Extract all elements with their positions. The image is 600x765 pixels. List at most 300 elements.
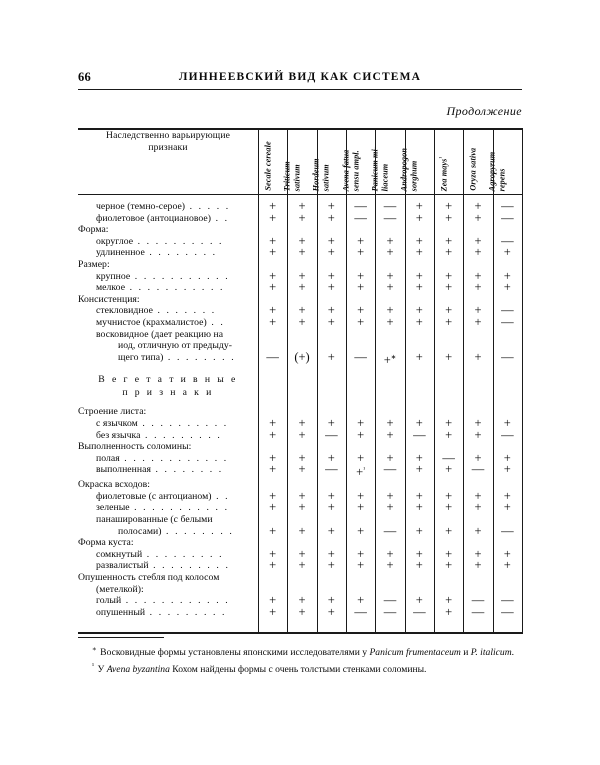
table-cell: +	[415, 593, 423, 608]
table-cell: +	[269, 604, 277, 619]
table-cell: +	[298, 233, 306, 248]
table-cell	[258, 329, 287, 341]
table-cell: +	[386, 488, 394, 503]
table-cell: —	[325, 462, 338, 477]
leader-dots: . . . . . . . . .	[142, 548, 224, 560]
table-cell	[317, 329, 346, 341]
column-divider	[522, 128, 523, 634]
leader-dots: . . . . . . . . .	[148, 560, 231, 572]
table-cell: +	[503, 462, 511, 477]
table-cell: +	[445, 349, 453, 364]
section-heading-row	[78, 373, 522, 386]
table-cell: —	[383, 462, 397, 477]
table-cell: +	[327, 349, 335, 364]
table-cell: +	[474, 488, 482, 503]
table-cell	[346, 329, 375, 341]
table-cell: +	[269, 233, 277, 248]
col-line2: sensu ampl.	[350, 149, 360, 191]
table-cell: +	[503, 450, 511, 465]
table-cell: +	[415, 488, 423, 503]
table-cell: +	[415, 280, 423, 295]
row-group-label	[78, 224, 258, 236]
table-cell: +	[327, 233, 335, 248]
table-spacer-row	[78, 366, 522, 373]
table-cell: +	[415, 268, 423, 283]
table-cell: +	[503, 416, 511, 431]
column-header-7	[434, 130, 463, 194]
row-label-text: с язычком	[96, 418, 138, 430]
table-cell: +	[474, 314, 482, 329]
footnote-taxon: Avena byzantina	[106, 663, 170, 675]
spacer-cell	[78, 618, 522, 625]
row-label	[78, 247, 258, 259]
row-label	[78, 514, 258, 526]
row-label	[78, 340, 258, 352]
col-line1: Hordeum	[311, 158, 321, 191]
table-cell: —	[413, 427, 426, 442]
footnote-marker: ∗	[390, 353, 397, 361]
table-cell: +	[474, 416, 482, 431]
footnotes-block	[78, 643, 522, 677]
table-cell: +	[415, 349, 423, 364]
spacer-cell	[78, 625, 522, 632]
table-row	[78, 352, 522, 367]
leader-dots: . . . . . . . . . . . .	[119, 452, 229, 464]
table-cell: +	[415, 245, 423, 260]
row-group-label	[78, 406, 258, 418]
table-cell: +	[327, 280, 335, 295]
table-cell: —	[325, 427, 338, 442]
table-cell: +	[415, 314, 423, 329]
table-cell: —	[501, 593, 514, 608]
table-cell: +	[269, 280, 277, 295]
table-spacer-row	[78, 618, 522, 625]
table-cell: +	[445, 427, 453, 442]
table-cell	[493, 329, 522, 341]
table-cell: +	[327, 604, 335, 619]
row-label-text: Консистенция:	[78, 293, 140, 305]
table-cell: +	[269, 427, 277, 442]
table-cell: +	[357, 303, 365, 318]
column-divider	[405, 128, 406, 634]
row-label	[78, 560, 258, 572]
table-cell: +	[298, 450, 306, 465]
table-cell: —	[383, 199, 397, 213]
row-label-text: Строение листа:	[78, 406, 147, 418]
table-cell: +	[474, 233, 482, 248]
table-cell: +	[415, 233, 423, 248]
table-cell: +	[445, 233, 453, 248]
table-cell: +	[327, 450, 335, 465]
table-cell: +	[269, 210, 277, 225]
empty-cell	[317, 386, 346, 399]
table-row	[78, 247, 522, 259]
table-cell: +	[386, 268, 394, 283]
row-label	[78, 464, 258, 479]
row-label-text: Размер:	[78, 258, 110, 270]
empty-cell	[346, 386, 375, 399]
row-label-text: мучнистое (крахмалистое)	[96, 316, 207, 328]
row-label	[78, 572, 258, 584]
table-cell: —	[266, 349, 279, 364]
table-cell: —	[501, 199, 514, 213]
table-cell: +	[269, 593, 277, 608]
table-cell	[463, 329, 492, 341]
table-cell: +	[269, 450, 277, 465]
table-cell: +	[415, 210, 423, 225]
leader-dots: . . . . . . . . . .	[133, 235, 224, 247]
header-rule	[78, 89, 522, 90]
table-cell: +	[445, 416, 453, 431]
footnote-taxon: Panicum frumentaceum	[369, 647, 461, 659]
spacer-cell	[78, 399, 522, 406]
col-line2: sativum	[321, 163, 331, 191]
table-cell: +	[269, 314, 277, 329]
table-cell: +	[474, 210, 482, 225]
table-cell: +	[327, 523, 335, 538]
table-cell: +	[327, 268, 335, 283]
row-group-label	[78, 441, 258, 453]
table-cell: —	[471, 593, 485, 608]
table-cell: +	[503, 280, 511, 295]
table-cell: +	[298, 427, 306, 442]
stub-header-line1: Наследственно варьирующие	[105, 130, 231, 141]
table-cell: —	[383, 523, 397, 538]
table-cell	[346, 572, 375, 584]
table-spacer-row	[78, 625, 522, 632]
stub-header-line2: признаки	[148, 142, 188, 154]
table-cell: +	[269, 500, 277, 515]
row-label-text: выполненная	[96, 464, 151, 476]
table-rule	[78, 632, 522, 634]
table-row	[78, 464, 522, 479]
empty-cell	[346, 373, 375, 386]
table-cell	[375, 329, 404, 341]
table-cell: +	[269, 558, 277, 573]
col-line1: Triticum	[282, 160, 292, 191]
table-cell: +	[415, 450, 423, 465]
table-cell	[463, 572, 492, 584]
table-cell: +	[357, 593, 365, 608]
row-label-text: Форма:	[78, 224, 109, 236]
table-cell: +	[327, 546, 335, 561]
table-cell: +	[357, 245, 365, 260]
row-label-text: черное (темно-серое)	[96, 201, 186, 212]
running-title: ЛИННЕЕВСКИЙ ВИД КАК СИСТЕМА	[178, 71, 422, 83]
leader-dots: . . . . .	[185, 201, 231, 212]
footnote-text: .	[511, 647, 515, 659]
table-cell: +	[357, 268, 365, 283]
column-header-label	[488, 151, 507, 191]
table-cell: +	[327, 210, 335, 225]
col-line1: Panicum mi-	[370, 146, 380, 191]
empty-cell	[258, 386, 287, 399]
table-cell: +	[386, 245, 394, 260]
table-cell: +	[327, 314, 335, 329]
row-label-text: Форма куста:	[78, 537, 134, 549]
characters-comparison-table	[78, 128, 522, 634]
row-label-text: стекловидное	[96, 305, 153, 317]
table-cell: +	[386, 500, 394, 515]
column-divider	[493, 128, 494, 634]
table-cell: —	[501, 314, 514, 329]
column-divider	[375, 128, 376, 634]
table-cell: +∗	[383, 352, 397, 367]
empty-cell	[375, 386, 404, 399]
row-label	[78, 317, 258, 329]
table-row	[78, 560, 522, 572]
row-label	[78, 271, 258, 283]
table-cell: —	[501, 427, 514, 442]
table-cell: +	[445, 593, 453, 608]
table-cell: +	[298, 488, 306, 503]
column-header-label	[341, 149, 360, 191]
table-cell: +	[445, 523, 453, 538]
table-cell: +	[445, 210, 453, 225]
empty-cell	[405, 373, 434, 386]
empty-cell	[258, 373, 287, 386]
table-cell: +	[269, 303, 277, 318]
table-cell: +	[474, 546, 482, 561]
table-cell: +	[298, 245, 306, 260]
row-label-text: Опушенность стебля под колосом	[78, 571, 220, 583]
table-cell: +	[415, 416, 423, 431]
table-cell: +	[327, 488, 335, 503]
empty-cell	[317, 373, 346, 386]
row-label-text: сомкнутый	[96, 548, 143, 560]
table-cell: —	[383, 210, 397, 225]
table-cell	[434, 572, 463, 584]
table-cell: +	[474, 349, 482, 364]
footnote-marker: ¹	[92, 661, 96, 670]
table-cell: +	[386, 233, 394, 248]
row-label	[78, 526, 258, 538]
table-row	[78, 572, 522, 584]
column-header-label	[371, 146, 390, 191]
col-line2: sorghum	[409, 160, 419, 191]
table-cell	[258, 572, 287, 584]
table-cell: +	[386, 546, 394, 561]
table-cell: +	[357, 416, 365, 431]
table-cell: +	[269, 546, 277, 561]
table-cell: +	[386, 450, 394, 465]
row-label-text: зеленые	[96, 502, 130, 514]
table-cell: +	[474, 268, 482, 283]
leader-dots: . . . . . . . .	[163, 351, 236, 363]
table-cell: +	[327, 500, 335, 515]
table-cell: +	[269, 245, 277, 260]
continued-label: Продолжение	[446, 104, 522, 118]
table-cell	[493, 572, 522, 584]
table-cell: +	[357, 558, 365, 573]
row-label-text: опушенный	[96, 606, 146, 618]
table-cell: +	[298, 500, 306, 515]
table-cell: +	[503, 546, 511, 561]
table-cell: +	[269, 416, 277, 431]
table-cell	[287, 329, 316, 341]
column-header-6	[399, 130, 434, 194]
table-cell: +	[298, 523, 306, 538]
table-cell: +	[327, 303, 335, 318]
col-line1: Secale cereale	[263, 141, 272, 191]
row-label	[78, 282, 258, 294]
table-cell: +	[298, 199, 306, 213]
table-cell: +	[503, 558, 511, 573]
table-cell: +	[415, 303, 423, 318]
row-label	[78, 595, 258, 607]
row-label-text: (метелкой):	[96, 583, 144, 595]
row-label	[78, 305, 258, 317]
row-label	[78, 549, 258, 561]
table-cell: +	[503, 500, 511, 515]
table-cell: +	[386, 280, 394, 295]
table-cell: —	[501, 349, 514, 364]
section-heading-row	[78, 386, 522, 399]
row-label	[78, 502, 258, 514]
table-cell: +	[386, 314, 394, 329]
table-cell: +	[503, 245, 511, 260]
footnote-rule	[78, 637, 164, 638]
table-row	[78, 317, 522, 329]
empty-cell	[463, 386, 492, 399]
col-line1: Zea mays$^{^1}$	[438, 156, 448, 191]
empty-cell	[405, 386, 434, 399]
table-cell: +	[474, 280, 482, 295]
leader-dots: . . . . . . . . .	[140, 429, 222, 441]
empty-cell	[493, 386, 522, 399]
table-cell: +	[474, 303, 482, 318]
table-cell: +	[357, 500, 365, 515]
col-line1: Oryza sativa	[468, 148, 478, 191]
running-head	[78, 70, 522, 86]
table-cell: —	[383, 604, 397, 619]
table-cell	[287, 572, 316, 584]
table-cell: +	[445, 268, 453, 283]
table-cell: +	[357, 280, 365, 295]
table-row	[78, 430, 522, 442]
row-label	[78, 329, 258, 341]
table-cell: +	[445, 558, 453, 573]
leader-dots: . . . . . . . .	[161, 525, 234, 537]
table-cell: +	[474, 245, 482, 260]
table-cell: +	[386, 558, 394, 573]
col-line1: Avena fatua	[341, 149, 351, 191]
table-cell	[317, 572, 346, 584]
table	[78, 128, 522, 634]
table-cell: +	[415, 558, 423, 573]
table-cell: +	[357, 488, 365, 503]
table-cell: —	[471, 462, 485, 477]
row-label-text: полосами)	[118, 525, 162, 537]
table-cell: +	[415, 462, 423, 477]
column-divider	[346, 128, 347, 634]
footnote-marker: ¹	[438, 156, 445, 159]
footnote-text: Кохом найдены формы с очень толстыми стенками соломины.	[169, 663, 427, 675]
row-label-text: удлиненное	[96, 247, 145, 259]
table-cell: +	[474, 199, 482, 213]
leader-dots: . .	[211, 490, 230, 502]
row-group-label	[78, 479, 258, 491]
row-label-text: крупное	[96, 270, 131, 282]
row-label-text: панашированные (с белыми	[96, 513, 213, 525]
col-line2: repens	[497, 168, 507, 191]
table-cell: +	[298, 210, 306, 225]
empty-cell	[287, 386, 316, 399]
footnote-taxon: P. italicum	[470, 647, 512, 659]
footnote-text: и	[460, 647, 471, 659]
table-cell: +	[474, 558, 482, 573]
column-divider	[434, 128, 435, 634]
table-header-row	[78, 130, 522, 194]
table-cell: —	[354, 604, 367, 619]
table-row	[78, 213, 522, 225]
footnote-text: Восковидные формы установлены японскими исследователями у	[100, 647, 370, 659]
table-cell: +	[357, 546, 365, 561]
row-label	[78, 418, 258, 430]
table-cell: —	[471, 604, 485, 619]
table-cell	[375, 572, 404, 584]
leader-dots: . . . . . . . . . . .	[125, 282, 225, 294]
table-cell: +	[298, 546, 306, 561]
table-cell: +	[269, 488, 277, 503]
table-cell: +	[357, 427, 365, 442]
footnote	[78, 660, 522, 677]
row-label-text: развалистый	[96, 560, 149, 572]
row-label-text: без язычка	[96, 429, 141, 441]
table-cell: +	[298, 268, 306, 283]
table-cell: +	[269, 462, 277, 477]
table-cell: +	[298, 416, 306, 431]
table-cell: +	[503, 488, 511, 503]
section-heading: В е г е т а т и в н ы е	[98, 374, 238, 386]
column-divider	[463, 128, 464, 634]
table-cell	[375, 340, 404, 352]
leader-dots: . . . . . . . .	[144, 247, 218, 259]
page-number: 66	[78, 70, 91, 84]
footnote-marker: ∗	[92, 645, 98, 653]
empty-cell	[287, 373, 316, 386]
row-label-text: восковидное (дает реакцию на	[96, 328, 224, 340]
table-cell: +	[357, 233, 365, 248]
table-cell: —	[413, 604, 426, 619]
table-cell: —	[383, 593, 397, 608]
table-cell: —	[354, 349, 367, 364]
column-header-label	[283, 161, 302, 191]
table-cell: —	[442, 450, 455, 465]
row-label-text: Выполненность соломины:	[78, 441, 192, 453]
row-label	[78, 491, 258, 503]
table-cell: +	[298, 604, 306, 619]
row-label	[78, 584, 258, 596]
row-label-text: фиолетовое (антоциановое)	[96, 212, 212, 224]
spacer-cell	[78, 366, 522, 373]
table-cell: +	[386, 416, 394, 431]
table-cell: +	[298, 558, 306, 573]
column-header-9	[487, 130, 522, 194]
row-label	[78, 453, 258, 465]
empty-cell	[493, 373, 522, 386]
table-cell	[405, 572, 434, 584]
table-cell: +	[298, 314, 306, 329]
empty-cell	[434, 386, 463, 399]
column-header-label	[438, 156, 448, 191]
table-cell: +	[327, 558, 335, 573]
rule-cell	[78, 632, 522, 634]
row-label-text: мелкое	[96, 282, 126, 294]
col-line1: Agropyrum	[487, 151, 497, 191]
row-label-text: полая	[96, 452, 120, 464]
row-label-text: фиолетовые (с антоцианом)	[96, 490, 212, 502]
